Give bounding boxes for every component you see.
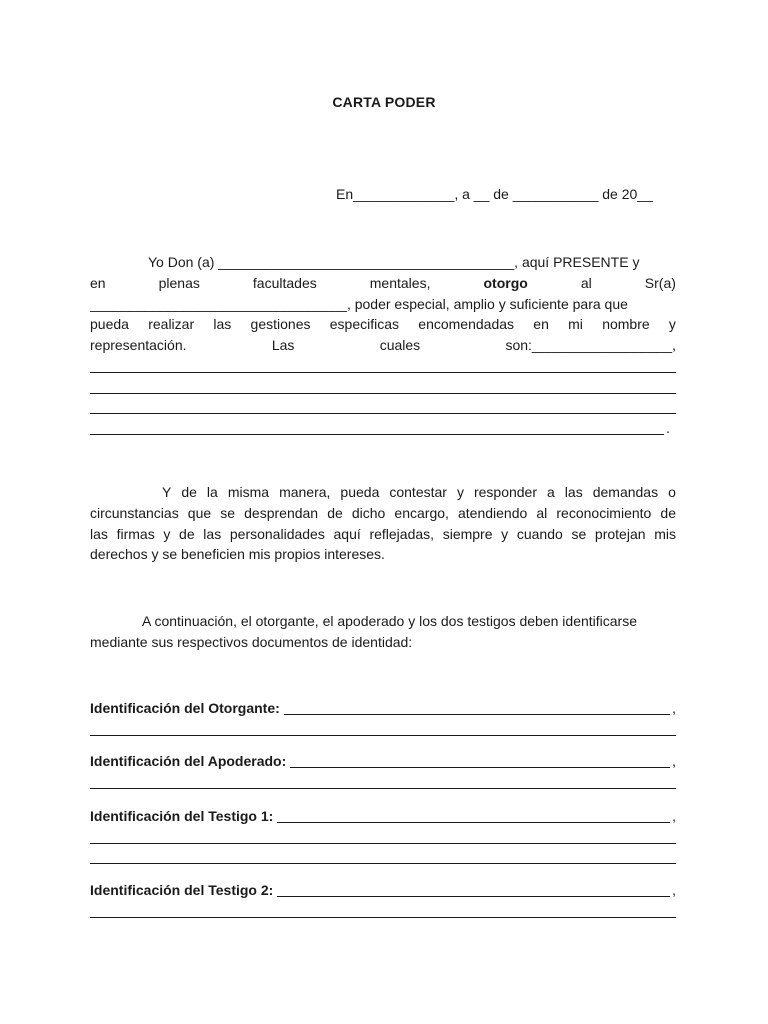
p3-line-1-text: A continuación, el otorgante, el apoderado y los dos testigos deben identificarse — [142, 613, 637, 629]
word: realizar — [148, 316, 195, 333]
p1-line-3 — [90, 294, 676, 315]
p2-line-2 — [90, 503, 676, 524]
id-apoderado-label: Identificación del Apoderado: — [90, 753, 287, 769]
p1-line-4 — [90, 314, 676, 335]
word: cuando — [516, 525, 563, 542]
word: facultades — [252, 274, 317, 291]
word: o — [668, 484, 676, 500]
id-testigo1-row — [90, 806, 676, 827]
word: reflejadas, — [369, 525, 435, 542]
id-testigo2-row — [90, 880, 676, 901]
word: gestiones — [250, 316, 311, 333]
comma: , — [672, 808, 676, 824]
p3-line-1 — [90, 611, 676, 632]
word: desprendan — [244, 504, 319, 521]
blank-line — [90, 719, 676, 740]
word: siempre — [442, 525, 493, 542]
date-line: En_____________, a __ de ___________ de 20__ — [336, 186, 653, 202]
word: la — [206, 484, 218, 500]
word: las — [564, 484, 583, 500]
end-period: . — [666, 420, 670, 437]
word: y — [163, 525, 171, 542]
id-testigo1-field[interactable] — [277, 821, 670, 823]
word: pueda — [90, 316, 129, 333]
word: a — [547, 484, 555, 500]
word: Y — [162, 484, 172, 500]
identification-testigo-1 — [90, 806, 676, 868]
word: personalidades — [229, 525, 325, 542]
word: demandas — [592, 484, 659, 500]
id-apoderado-field[interactable] — [290, 766, 670, 768]
comma: , — [672, 700, 676, 716]
p1-line-2 — [90, 273, 676, 294]
blank-line — [90, 356, 676, 377]
word: las — [203, 525, 222, 542]
comma: , — [672, 882, 676, 898]
word: las — [90, 525, 108, 542]
p1-line-1 — [90, 252, 676, 273]
word: manera, — [279, 484, 331, 500]
blank-line — [90, 398, 676, 419]
p1-line-3-text: _________________________________, poder especial, amplio y suficiente para que — [90, 295, 628, 312]
document-title: CARTA PODER — [332, 94, 436, 110]
id-otorgante-field[interactable] — [284, 713, 670, 715]
word: circunstancias — [90, 504, 179, 521]
word: especificas — [329, 316, 400, 333]
word: protejan — [594, 525, 646, 542]
word: firmas — [116, 525, 155, 542]
word: mentales, — [369, 274, 431, 291]
blank-line-last — [90, 418, 676, 439]
word: se — [571, 525, 587, 542]
p2-line-3 — [90, 524, 676, 545]
id-otorgante-row — [90, 698, 676, 719]
word: que — [187, 504, 212, 521]
word: al — [536, 504, 548, 521]
id-testigo1-label: Identificación del Testigo 1: — [90, 808, 274, 824]
blank-line — [90, 901, 676, 922]
word: representación. — [90, 337, 187, 354]
word: de — [327, 504, 343, 521]
word: las — [213, 316, 232, 333]
p3-line-2 — [90, 632, 676, 653]
word: plenas — [158, 274, 200, 291]
word: contestar — [389, 484, 447, 500]
p3-line-2-text: mediante sus respectivos documentos de identidad: — [90, 633, 413, 650]
word: y — [668, 316, 676, 333]
p2-line-4 — [90, 544, 676, 565]
comma: , — [672, 753, 676, 769]
word: de — [660, 504, 676, 521]
word: atendiendo — [458, 504, 528, 521]
paragraph-2 — [90, 482, 676, 565]
word-bold-otorgo: otorgo — [483, 274, 528, 291]
word: encargo, — [394, 504, 449, 521]
blank-line — [90, 772, 676, 793]
id-testigo2-label: Identificación del Testigo 2: — [90, 882, 274, 898]
blank-line — [90, 848, 676, 869]
blank-line — [90, 827, 676, 848]
word: y — [501, 525, 509, 542]
word: al — [580, 274, 592, 291]
word: responder — [473, 484, 537, 500]
paragraph-3 — [90, 611, 676, 653]
identification-apoderado — [90, 751, 676, 793]
identification-testigo-2 — [90, 880, 676, 922]
word: son:__________________, — [505, 337, 676, 354]
p1-line-1-text: Yo Don (a) ______________________________________, aquí PRESENTE y — [148, 254, 640, 270]
identification-otorgante — [90, 698, 676, 740]
fill-rule — [90, 433, 664, 435]
word: mi — [568, 316, 583, 333]
word: de — [179, 525, 195, 542]
word: Sr(a) — [644, 274, 676, 291]
word: cuales — [379, 337, 421, 354]
id-otorgante-label: Identificación del Otorgante: — [90, 700, 280, 716]
word: se — [220, 504, 236, 521]
word: mis — [654, 525, 676, 542]
word: reconocimiento — [556, 504, 652, 521]
word: encomendadas — [418, 316, 515, 333]
p1-line-5 — [90, 335, 676, 356]
p2-line-1 — [90, 482, 676, 503]
word: en — [90, 274, 106, 291]
id-apoderado-row — [90, 751, 676, 772]
word: dicho — [351, 504, 386, 521]
p2-line-4-text: derechos y se beneficien mis propios intereses. — [90, 546, 385, 563]
paragraph-1 — [90, 252, 676, 439]
word: aquí — [333, 525, 361, 542]
blank-line — [90, 377, 676, 398]
word: en — [533, 316, 549, 333]
word: misma — [227, 484, 270, 500]
word: Las — [271, 337, 295, 354]
id-testigo2-field[interactable] — [277, 895, 670, 897]
word: de — [181, 484, 197, 500]
word: pueda — [340, 484, 380, 500]
word: nombre — [602, 316, 650, 333]
word: y — [456, 484, 464, 500]
